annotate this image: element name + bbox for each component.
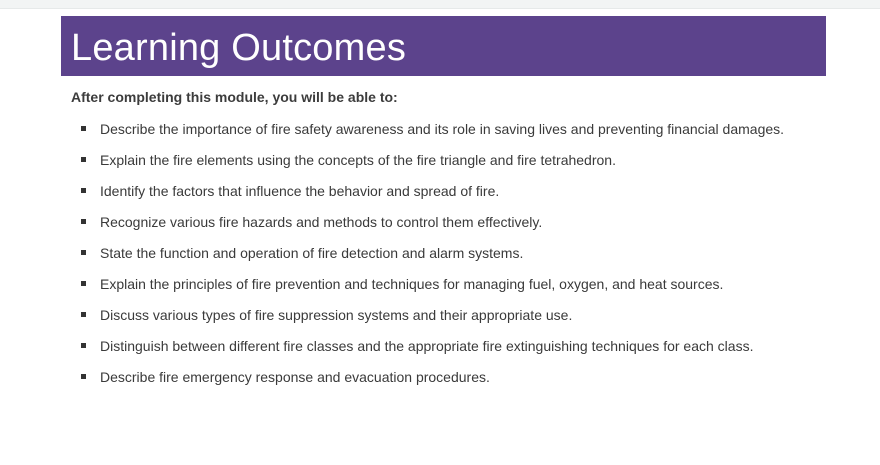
square-bullet-icon xyxy=(81,188,86,193)
title-banner xyxy=(61,16,826,76)
list-item-text: Recognize various fire hazards and methods to control them effectively. xyxy=(100,214,543,230)
list-item xyxy=(100,182,826,200)
square-bullet-icon xyxy=(81,157,86,162)
intro-text: After completing this module, you will be able to: xyxy=(71,89,398,105)
list-item xyxy=(100,275,826,293)
square-bullet-icon xyxy=(81,312,86,317)
list-item xyxy=(100,368,826,386)
page-title: Learning Outcomes xyxy=(71,27,407,69)
list-item-text: Distinguish between different fire classes and the appropriate fire extinguishing techniques for each class. xyxy=(100,338,754,354)
module-content xyxy=(61,16,826,399)
square-bullet-icon xyxy=(81,126,86,131)
list-item-text: Discuss various types of fire suppression systems and their appropriate use. xyxy=(100,307,573,323)
list-item xyxy=(100,244,826,262)
square-bullet-icon xyxy=(81,281,86,286)
square-bullet-icon xyxy=(81,219,86,224)
list-item xyxy=(100,151,826,169)
square-bullet-icon xyxy=(81,374,86,379)
list-item xyxy=(100,213,826,231)
top-toolbar-strip xyxy=(0,0,880,9)
outcomes-list xyxy=(61,120,826,386)
list-item xyxy=(100,337,826,355)
list-item-text: Explain the fire elements using the concepts of the fire triangle and fire tetrahedron. xyxy=(100,152,616,168)
list-item-text: Describe fire emergency response and evacuation procedures. xyxy=(100,369,490,385)
list-item-text: State the function and operation of fire detection and alarm systems. xyxy=(100,245,524,261)
list-item xyxy=(100,120,826,138)
square-bullet-icon xyxy=(81,250,86,255)
list-item xyxy=(100,306,826,324)
list-item-text: Explain the principles of fire prevention and techniques for managing fuel, oxygen, and heat sources. xyxy=(100,276,724,292)
list-item-text: Identify the factors that influence the behavior and spread of fire. xyxy=(100,183,500,199)
list-item-text: Describe the importance of fire safety awareness and its role in saving lives and preventing financial damages. xyxy=(100,121,785,137)
square-bullet-icon xyxy=(81,343,86,348)
